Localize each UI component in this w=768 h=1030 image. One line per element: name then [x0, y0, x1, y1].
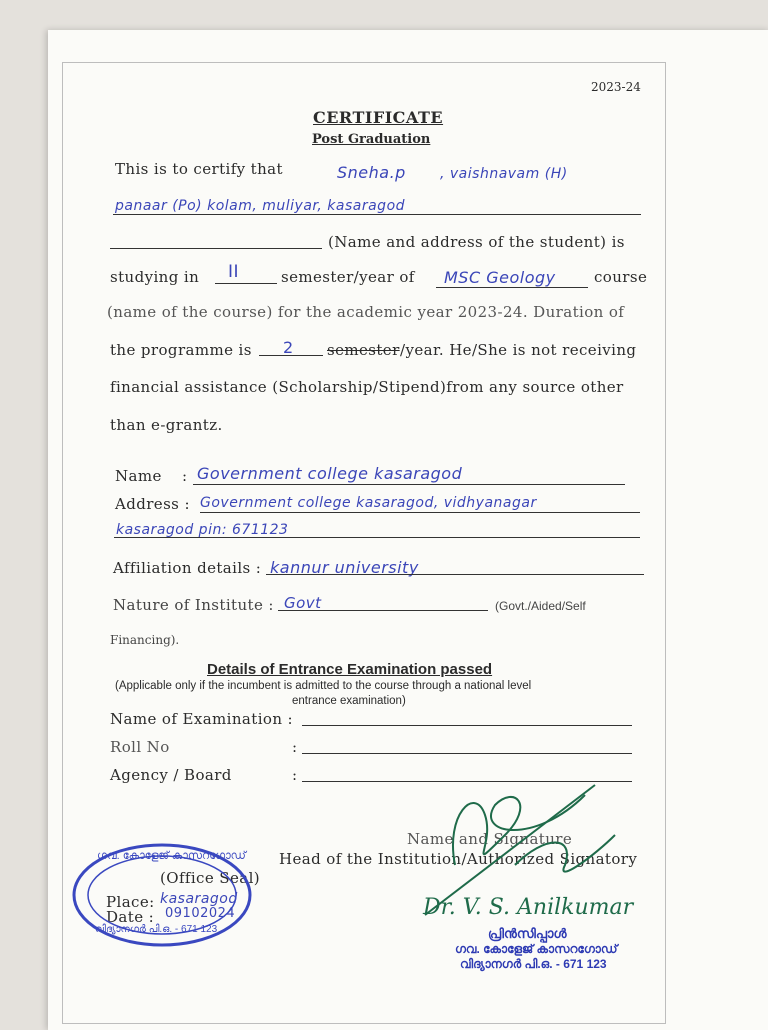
- nature-value: Govt: [284, 594, 322, 612]
- principal-stamp-title: പ്രിൻസിപ്പാൾ: [488, 926, 567, 941]
- academic-year: 2023-24: [591, 80, 641, 94]
- address-underline-1: [113, 214, 641, 215]
- semester-year-label: semester/year of: [281, 268, 415, 286]
- agency-label: Agency / Board: [110, 766, 232, 784]
- seal-top-text: ഗവ. കോളേജ് കാസറഗോഡ്: [97, 850, 246, 862]
- course-label: course: [594, 268, 648, 286]
- certificate-title: CERTIFICATE: [313, 108, 444, 127]
- roll-no-colon: :: [292, 738, 298, 756]
- affiliation-value: kannur university: [270, 558, 419, 577]
- agency-colon: :: [292, 766, 298, 784]
- nature-label: Nature of Institute :: [113, 596, 274, 614]
- exam-name-label: Name of Examination :: [110, 710, 294, 728]
- student-name-value: Sneha.p: [337, 163, 406, 182]
- entrance-heading: Details of Entrance Examination passed: [207, 661, 493, 678]
- nature-options-2: Financing).: [110, 633, 180, 647]
- date-label: Date :: [106, 908, 155, 926]
- institution-name-label: Name: [115, 467, 162, 485]
- student-address-value-1: , vaishnavam (H): [440, 166, 568, 182]
- institution-address-value-1: Government college kasaragod, vidhyanagar: [200, 495, 537, 511]
- studying-in-label: studying in: [110, 268, 200, 286]
- principal-stamp-college: ഗവ. കോളേജ് കാസറഗോഡ്: [455, 942, 618, 956]
- affiliation-label: Affiliation details :: [113, 559, 262, 577]
- egrantz-line: than e-grantz.: [110, 416, 223, 434]
- affiliation-underline: [266, 574, 644, 575]
- principal-signature: Dr. V. S. Anilkumar: [423, 895, 634, 920]
- duration-underline: [259, 355, 323, 356]
- roll-no-label: Roll No: [110, 738, 170, 756]
- place-label: Place:: [106, 893, 155, 911]
- course-name-line: (name of the course) for the academic year 2023-24. Duration of: [107, 303, 625, 321]
- exam-name-field: [302, 725, 632, 726]
- course-value: MSC Geology: [444, 268, 556, 287]
- institution-name-colon: :: [182, 467, 188, 485]
- institution-address-underline-1: [200, 512, 640, 513]
- name-address-label: (Name and address of the student) is: [328, 233, 625, 251]
- address-underline-2: [110, 248, 322, 249]
- date-value: 09102024: [165, 906, 236, 921]
- seal-bottom-text: വിദ്യാനഗർ പി.ഒ. - 671 123: [95, 924, 218, 935]
- institution-name-value: Government college kasaragod: [197, 464, 463, 483]
- financial-assistance-line: financial assistance (Scholarship/Stipend)from any source other: [110, 378, 624, 396]
- place-value: kasaragod: [160, 891, 238, 907]
- semester-word: semester: [327, 341, 400, 359]
- institution-name-underline: [193, 484, 625, 485]
- institution-address-label: Address :: [115, 495, 190, 513]
- duration-value: 2: [283, 338, 294, 357]
- institution-address-underline-2: [114, 537, 640, 538]
- programme-suffix: /year. He/She is not receiving: [400, 341, 637, 359]
- entrance-note-2: entrance examination): [292, 695, 406, 707]
- nature-underline: [278, 610, 488, 611]
- institution-address-value-2: kasaragod pin: 671123: [116, 522, 289, 538]
- certify-prefix: This is to certify that: [115, 160, 283, 178]
- semester-underline: [215, 283, 277, 284]
- student-address-value-2: panaar (Po) kolam, muliyar, kasaragod: [115, 198, 406, 214]
- roll-no-field: [302, 753, 632, 754]
- nature-options: (Govt./Aided/Self: [495, 599, 586, 613]
- course-underline: [436, 287, 588, 288]
- head-of-institution-label: Head of the Institution/Authorized Signatory: [279, 850, 638, 868]
- name-and-signature-label: Name and Signature: [407, 830, 573, 848]
- certificate-subtitle: Post Graduation: [312, 132, 431, 147]
- entrance-note-1: (Applicable only if the incumbent is admitted to the course through a national level: [115, 680, 532, 692]
- principal-stamp-address: വിദ്യാനഗർ പി.ഒ. - 671 123: [460, 957, 607, 971]
- semester-value: II: [228, 262, 240, 282]
- programme-prefix: the programme is: [110, 341, 252, 359]
- office-seal-label: (Office Seal): [160, 869, 261, 887]
